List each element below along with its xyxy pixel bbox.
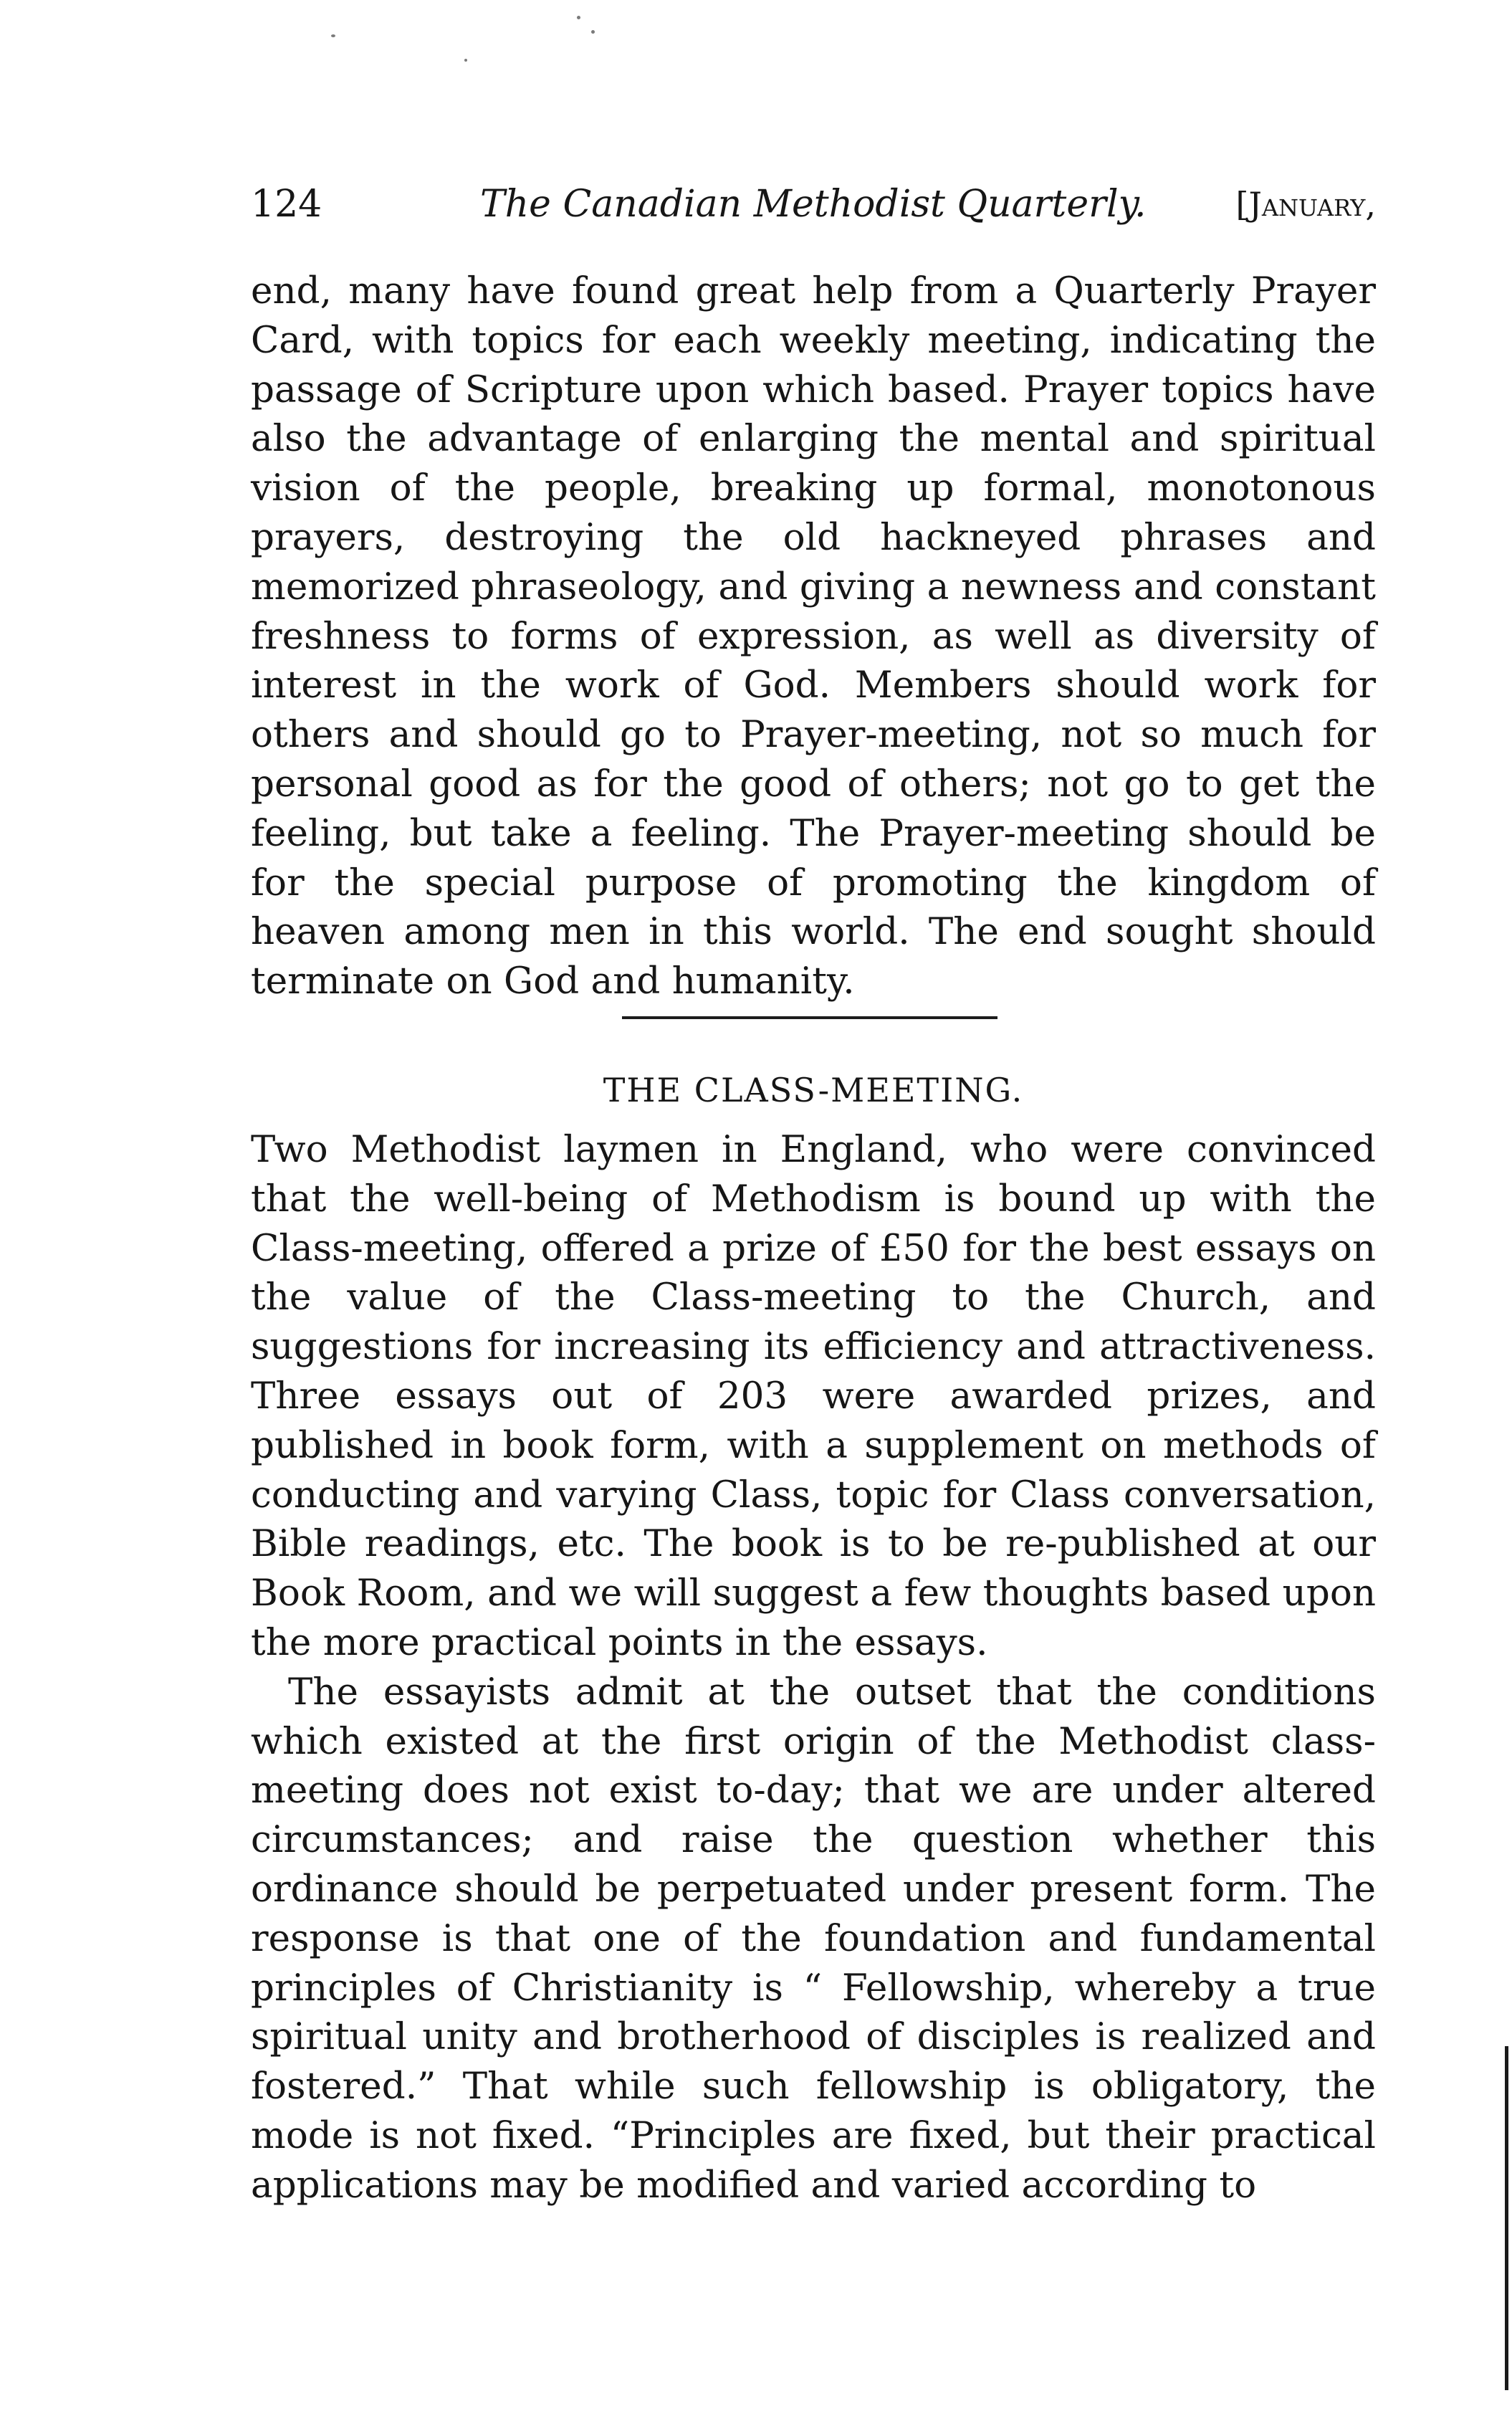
page-edge-shadow: [1505, 2046, 1508, 2390]
continued-paragraph-block: [251, 267, 1376, 1006]
issue-label: [January,: [1235, 185, 1376, 224]
body-paragraph: The essayists admit at the outset that the conditions which existed at the first origin of the Methodist class-meeting does not exist to-day; that we are under altered circumstances; and raise the question whether this ordinance should be perpetuated under present form. The response is that one of the foundation and fundamental principles of Christianity is “ Fellowship, whereby a true spiritual unity and brotherhood of disciples is realized and fostered.” That while such fellowship is obligatory, the mode is not fixed. “Principles are fixed, but their practical applications may be modified and varied according to: [251, 1670, 1376, 2207]
page-number: 124: [251, 183, 322, 226]
scan-speck: [464, 59, 467, 62]
scan-speck: [591, 30, 595, 34]
section-heading: THE CLASS-MEETING.: [603, 1071, 1024, 1109]
body-paragraph: end, many have found great help from a Quarterly Prayer Card, with topics for each weekly meeting, indicating the passage of Scripture upon which based. Prayer topics have also the advantage of enlarging the mental and spiritual vision of the people, breaking up formal, monotonous prayers, destroying the old hackneyed phrases and memorized phraseology, and giving a newness and constant freshness to forms of expression, as well as diversity of interest in the work of God. Members should work for others and should go to Prayer-meeting, not so much for personal good as for the good of others; not go to get the feeling, but take a feeling. The Prayer-meeting should be for the special purpose of promoting the kingdom of heaven among men in this world. The end sought should terminate on God and humanity.: [251, 269, 1376, 1003]
section-body: [251, 1125, 1376, 2210]
journal-title: The Canadian Methodist Quarterly.: [480, 183, 1147, 226]
body-paragraph: Two Methodist laymen in England, who were convinced that the well-being of Methodism is bound up with the Class-meeting, offered a prize of £50 for the best essays on the value of the Class-meeting to the Church, and suggestions for increasing its efficiency and attractiveness. Three essays out of 203 were awarded prizes, and published in book form, with a supplement on methods of conducting and varying Class, topic for Class conversation, Bible readings, etc. The book is to be re-published at our Book Room, and we will suggest a few thoughts based upon the more practical points in the essays.: [251, 1128, 1376, 1664]
section-divider: [622, 1016, 997, 1019]
scan-speck: [331, 34, 335, 37]
scan-speck: [577, 16, 580, 19]
running-header: [251, 179, 1376, 229]
